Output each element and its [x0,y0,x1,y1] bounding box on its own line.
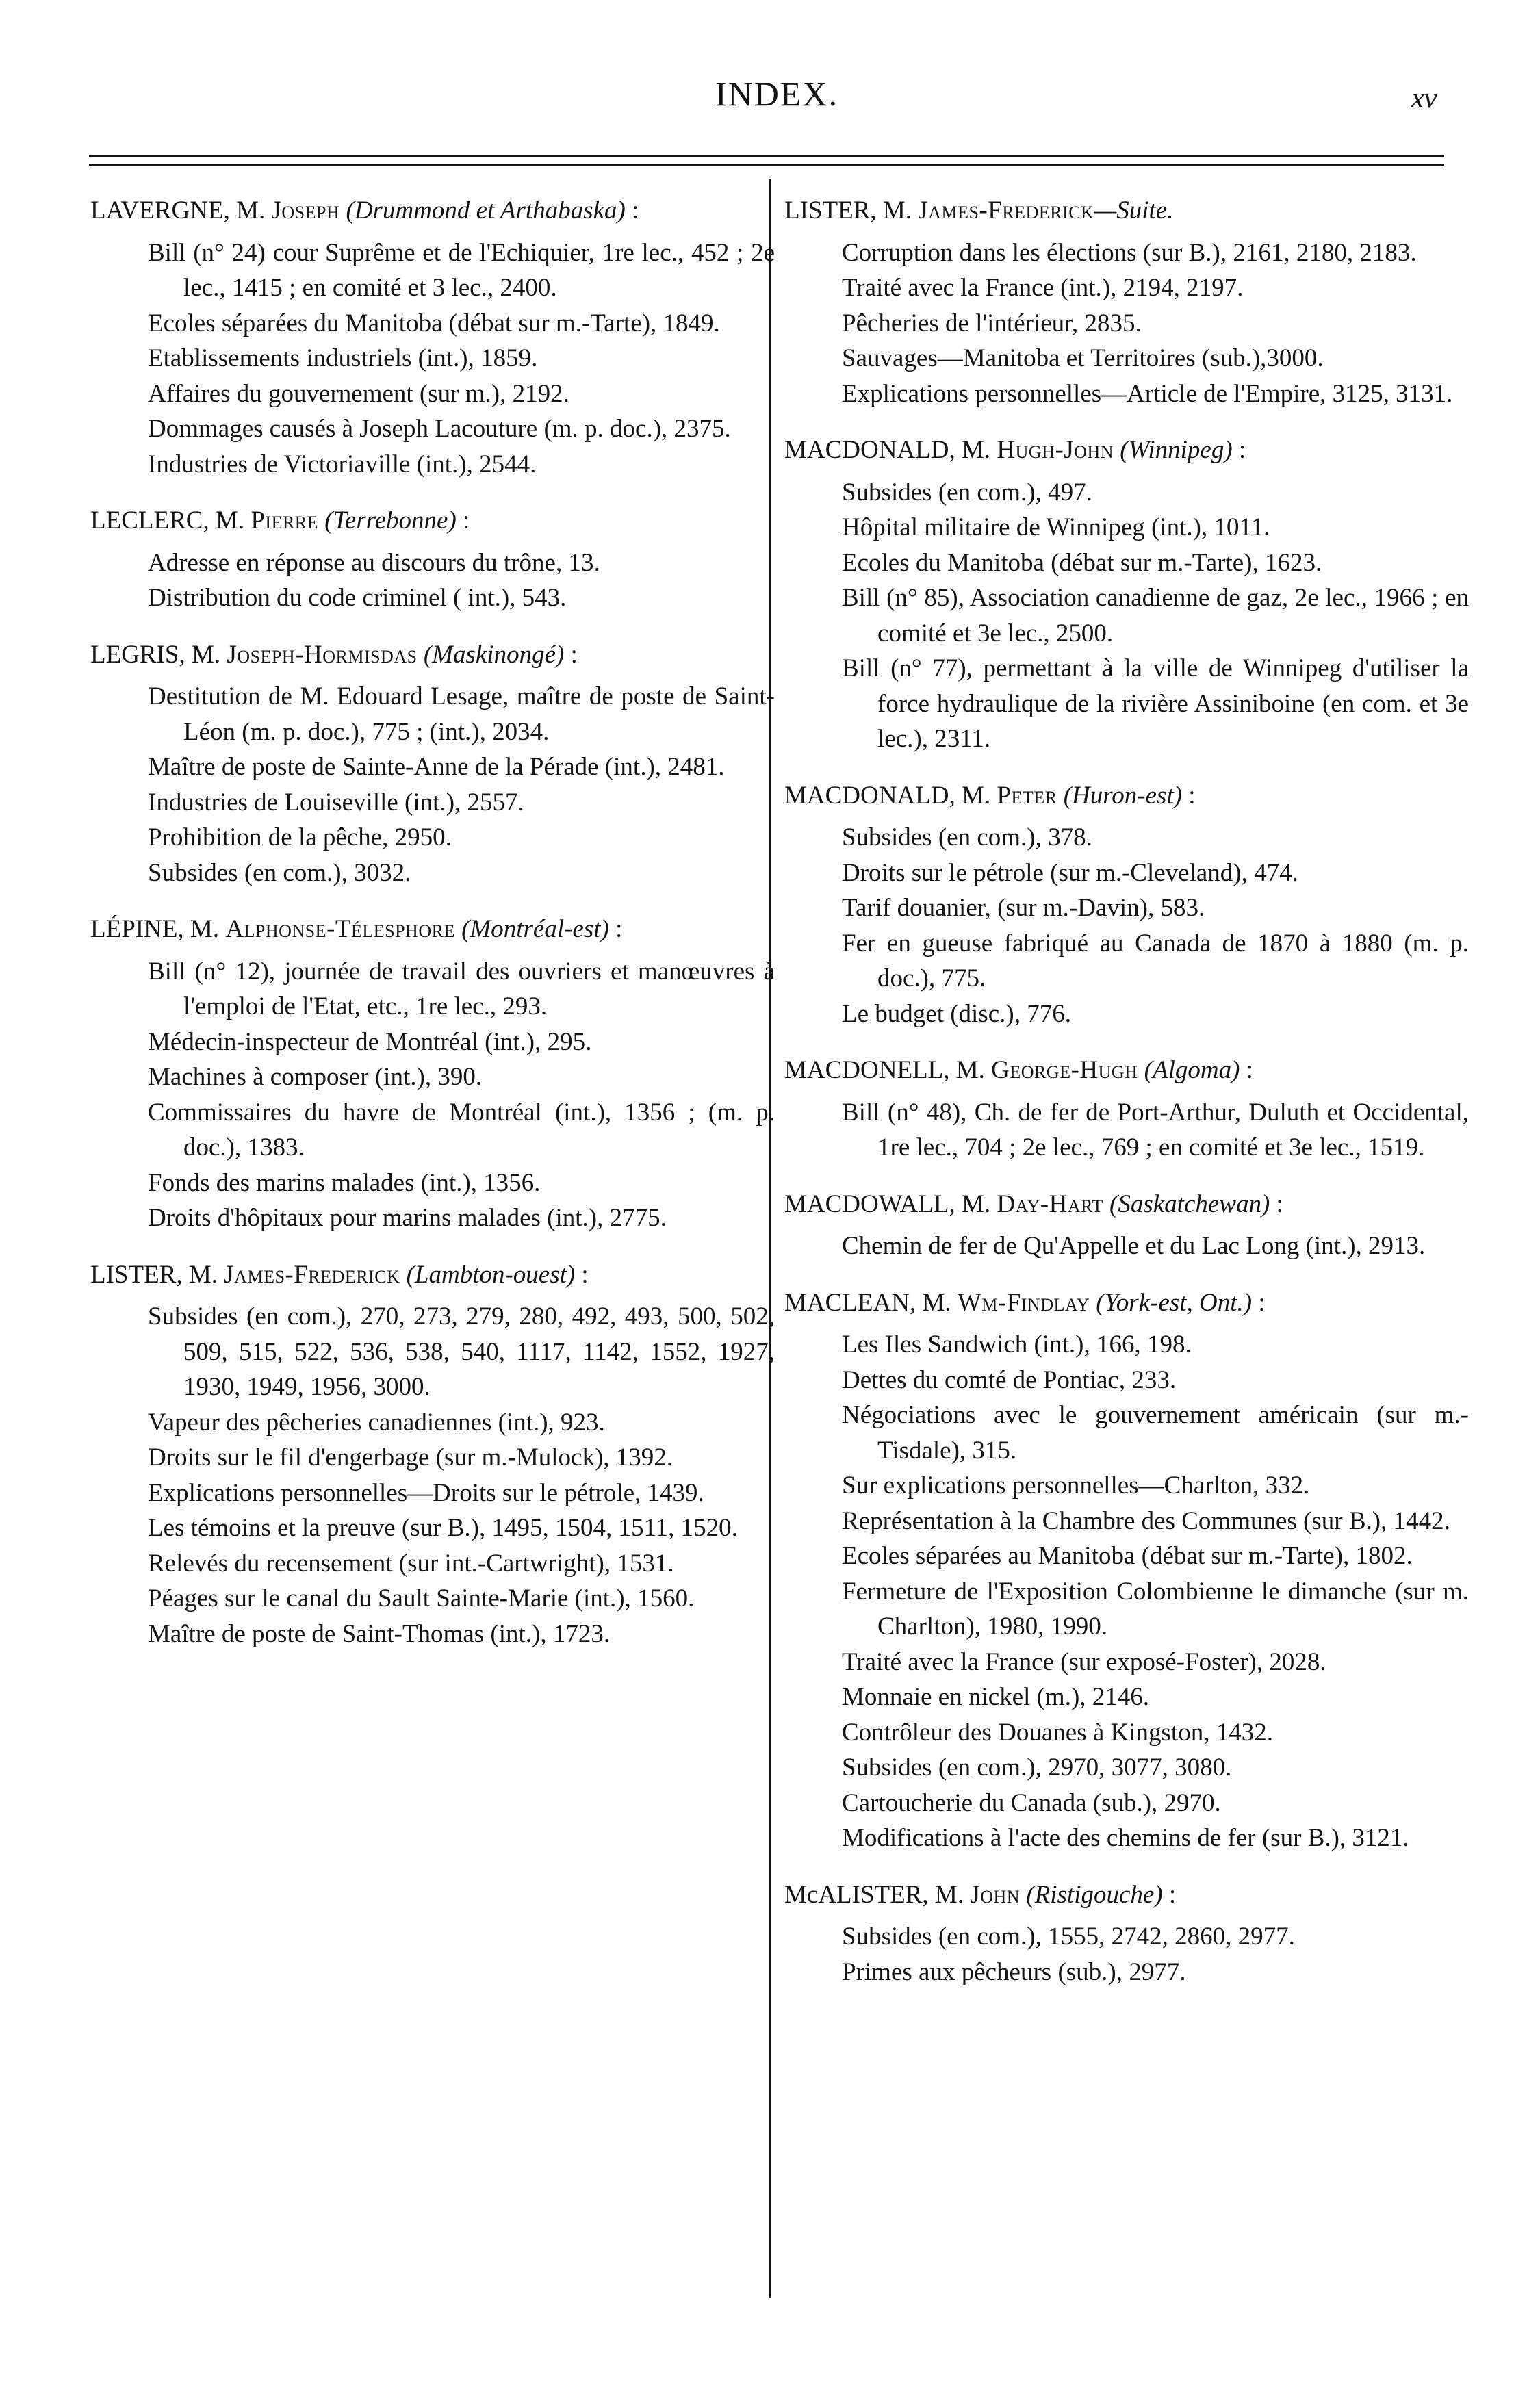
index-item: Modifications à l'acte des chemins de fer (sur B.), 3121. [842,1824,1409,1852]
index-item: Bill (n° 77), permettant à la ville de Winnipeg d'utiliser la force hydraulique de la rivière Assiniboine (en com. et 3e lec.), 2311. [842,654,1469,753]
entry-items [784,1919,1469,1990]
index-item: Droits d'hôpitaux pour marins malades (int.), 2775. [148,1204,667,1232]
index-item: Fer en gueuse fabriqué au Canada de 1870 à 1880 (m. p. doc.), 775. [842,929,1469,992]
index-entry [784,1187,1469,1264]
entry-heading [784,1053,1469,1088]
member-riding: (Algoma) [1144,1056,1240,1084]
index-entry [90,637,775,891]
index-item: Bill (n° 85), Association canadienne de gaz, 2e lec., 1966 ; en comité et 3e lec., 2500. [842,584,1469,647]
entry-heading [90,193,775,229]
entry-heading [784,778,1469,814]
member-given-names: Day-Hart [997,1189,1103,1218]
index-item: Ecoles séparées du Manitoba (débat sur m.-Tarte), 1849. [148,309,720,337]
index-item: Pêcheries de l'intérieur, 2835. [842,309,1142,337]
index-item: Destitution de M. Edouard Lesage, maître de poste de Saint-Léon (m. p. doc.), 775 ; (int.), 2034. [148,682,775,746]
entry-heading [90,637,775,673]
index-item: Adresse en réponse au discours du trône, 13. [148,548,600,577]
entry-items [90,954,775,1236]
heading-colon: : [1238,436,1246,464]
index-item: Contrôleur des Douanes à Kingston, 1432. [842,1718,1273,1747]
index-entry [90,1257,775,1652]
index-column-left [90,193,775,1673]
entry-items [90,1299,775,1651]
index-item: Maître de poste de Saint-Thomas (int.), 1723. [148,1619,611,1648]
member-given-names: Alphonse-Télesphore [225,915,455,943]
entry-items [784,1327,1469,1856]
index-item: Industries de Victoriaville (int.), 2544. [148,450,537,478]
heading-colon: : [463,506,470,535]
entry-items [784,820,1469,1031]
index-item: Dommages causés à Joseph Lacouture (m. p. doc.), 2375. [148,415,731,443]
index-entry [784,1285,1469,1856]
entry-items [784,1095,1469,1166]
header-rule-thick [89,155,1444,157]
index-item: Négociations avec le gouvernement américain (sur m.-Tisdale), 315. [842,1401,1469,1465]
member-surname: MACLEAN, M. [784,1288,951,1317]
index-item: Médecin-inspecteur de Montréal (int.), 295. [148,1027,592,1056]
index-item: Cartoucherie du Canada (sub.), 2970. [842,1788,1221,1817]
index-item: Fermeture de l'Exposition Colombienne le dimanche (sur m. Charlton), 1980, 1990. [842,1577,1469,1641]
index-item: Traité avec la France (sur exposé-Foster), 2028. [842,1647,1326,1676]
heading-colon: : [581,1260,589,1289]
entry-heading [90,503,775,539]
index-item: Affaires du gouvernement (sur m.), 2192. [148,379,569,408]
index-entry [784,433,1469,757]
index-item: Monnaie en nickel (m.), 2146. [842,1683,1150,1711]
member-given-names: Joseph [271,196,340,224]
entry-heading [90,1257,775,1293]
index-entry [784,1877,1469,1990]
heading-colon: : [570,640,578,669]
member-riding: (Saskatchewan) [1109,1189,1270,1218]
member-riding: (Montréal-est) [461,915,609,943]
member-surname: MACDONALD, M. [784,436,991,464]
index-item: Droits sur le pétrole (sur m.-Cleveland), 474. [842,858,1298,887]
index-item: Distribution du code criminel ( int.), 543. [148,584,567,612]
member-surname: MACDOWALL, M. [784,1189,991,1218]
entry-items [784,475,1469,757]
index-item: Relevés du recensement (sur int.-Cartwright), 1531. [148,1549,674,1578]
index-item: Sauvages—Manitoba et Territoires (sub.),3000. [842,344,1324,372]
entry-heading [784,1877,1469,1913]
member-surname: LAVERGNE, M. [90,196,266,224]
member-given-names: Joseph-Hormisdas [227,640,418,669]
index-item: Prohibition de la pêche, 2950. [148,823,452,851]
index-entry [784,1053,1469,1166]
index-item: Bill (n° 48), Ch. de fer de Port-Arthur, Duluth et Occidental, 1re lec., 704 ; 2e lec., 769 ; en comité et 3e lec., 1519. [842,1098,1469,1161]
index-item: Le budget (disc.), 776. [842,999,1071,1028]
heading-colon: : [1246,1056,1253,1084]
index-column-right [784,193,1469,2011]
index-entry [784,193,1469,411]
member-riding: (Lambton-ouest) [406,1260,576,1289]
entry-heading [784,193,1469,229]
entry-heading [784,1187,1469,1222]
index-entry [90,912,775,1236]
index-item: Sur explications personnelles—Charlton, 332. [842,1471,1310,1500]
index-item: Droits sur le fil d'engerbage (sur m.-Mulock), 1392. [148,1443,673,1471]
member-surname: McALISTER, M. [784,1880,964,1909]
page-header [0,0,1540,157]
index-item: Maître de poste de Sainte-Anne de la Pérade (int.), 2481. [148,753,725,781]
index-item: Subsides (en com.), 2970, 3077, 3080. [842,1753,1232,1782]
member-riding: (Drummond et Arthabaska) [346,196,626,224]
index-item: Subsides (en com.), 270, 273, 279, 280, 492, 493, 500, 502, 509, 515, 522, 536, 538, 540, 1117, 1142, 1552, 1927, 1930, 1949, 1956, 3000. [148,1302,775,1401]
entry-items [90,545,775,616]
index-item: Fonds des marins malades (int.), 1356. [148,1168,541,1197]
index-entry [784,778,1469,1032]
index-item: Bill (n° 12), journée de travail des ouvriers et manœuvres à l'emploi de l'Etat, etc., 1re lec., 293. [148,957,775,1020]
member-given-names: James-Frederick [918,196,1094,224]
heading-colon: : [1188,781,1196,810]
member-riding: (York-est, Ont.) [1096,1288,1253,1317]
index-item: Industries de Louiseville (int.), 2557. [148,788,524,816]
member-riding: —Suite. [1094,196,1174,224]
member-riding: (Huron-est) [1063,781,1183,810]
entry-items [90,679,775,890]
index-item: Corruption dans les élections (sur B.), 2161, 2180, 2183. [842,238,1417,267]
entry-items [90,235,775,483]
index-item: Subsides (en com.), 497. [842,478,1092,506]
member-given-names: George-Hugh [991,1056,1138,1084]
member-given-names: Pierre [251,506,319,535]
index-item: Dettes du comté de Pontiac, 233. [842,1365,1177,1394]
heading-colon: : [1258,1288,1266,1317]
index-item: Tarif douanier, (sur m.-Davin), 583. [842,894,1205,922]
member-riding: (Terrebonne) [324,506,457,535]
header-rule-thin [89,164,1444,166]
index-item: Traité avec la France (int.), 2194, 2197. [842,274,1244,302]
index-item: Etablissements industriels (int.), 1859. [148,344,538,372]
entry-heading [90,912,775,947]
member-surname: LEGRIS, M. [90,640,221,669]
member-surname: MACDONELL, M. [784,1056,985,1084]
index-item: Les Iles Sandwich (int.), 166, 198. [842,1330,1192,1359]
page-title: INDEX. [715,75,839,113]
index-item: Péages sur le canal du Sault Sainte-Marie (int.), 1560. [148,1584,695,1612]
index-item: Explications personnelles—Article de l'Empire, 3125, 3131. [842,379,1453,408]
member-riding: (Ristigouche) [1026,1880,1163,1909]
index-item: Ecoles du Manitoba (débat sur m.-Tarte), 1623. [842,548,1322,577]
index-item: Représentation à la Chambre des Communes (sur B.), 1442. [842,1506,1450,1535]
index-item: Subsides (en com.), 1555, 2742, 2860, 2977. [842,1922,1295,1951]
index-item: Bill (n° 24) cour Suprême et de l'Echiquier, 1re lec., 452 ; 2e lec., 1415 ; en comité et 3 lec., 2400. [148,238,775,302]
index-item: Subsides (en com.), 3032. [148,858,411,887]
index-entry [90,503,775,616]
member-given-names: Hugh-John [997,436,1114,464]
index-item: Subsides (en com.), 378. [842,823,1092,851]
index-entry [90,193,775,482]
index-item: Hôpital militaire de Winnipeg (int.), 1011. [842,513,1270,541]
index-item: Explications personnelles—Droits sur le pétrole, 1439. [148,1478,704,1507]
entry-heading [784,1285,1469,1321]
member-surname: LISTER, M. [90,1260,218,1289]
page-number: xv [1411,83,1437,114]
entry-items [784,235,1469,412]
member-surname: MACDONALD, M. [784,781,991,810]
member-surname: LISTER, M. [784,196,912,224]
heading-colon: : [632,196,639,224]
index-item: Chemin de fer de Qu'Appelle et du Lac Long (int.), 2913. [842,1232,1426,1260]
member-given-names: Peter [997,781,1057,810]
member-given-names: James-Frederick [224,1260,400,1289]
member-riding: (Maskinongé) [423,640,565,669]
index-item: Machines à composer (int.), 390. [148,1063,483,1091]
heading-colon: : [1276,1189,1283,1218]
heading-colon: : [1168,1880,1177,1909]
member-given-names: Wm-Findlay [957,1288,1090,1317]
index-item: Les témoins et la preuve (sur B.), 1495, 1504, 1511, 1520. [148,1514,738,1542]
index-item: Primes aux pêcheurs (sub.), 2977. [842,1957,1186,1986]
member-surname: LÉPINE, M. [90,915,220,943]
heading-colon: : [615,915,623,943]
index-item: Ecoles séparées au Manitoba (débat sur m.-Tarte), 1802. [842,1542,1413,1570]
member-surname: LECLERC, M. [90,506,245,535]
entry-items [784,1229,1469,1264]
member-given-names: John [970,1880,1021,1909]
index-item: Vapeur des pêcheries canadiennes (int.), 923. [148,1408,605,1437]
entry-heading [784,433,1469,468]
member-riding: (Winnipeg) [1120,436,1233,464]
index-item: Commissaires du havre de Montréal (int.), 1356 ; (m. p. doc.), 1383. [148,1098,775,1161]
